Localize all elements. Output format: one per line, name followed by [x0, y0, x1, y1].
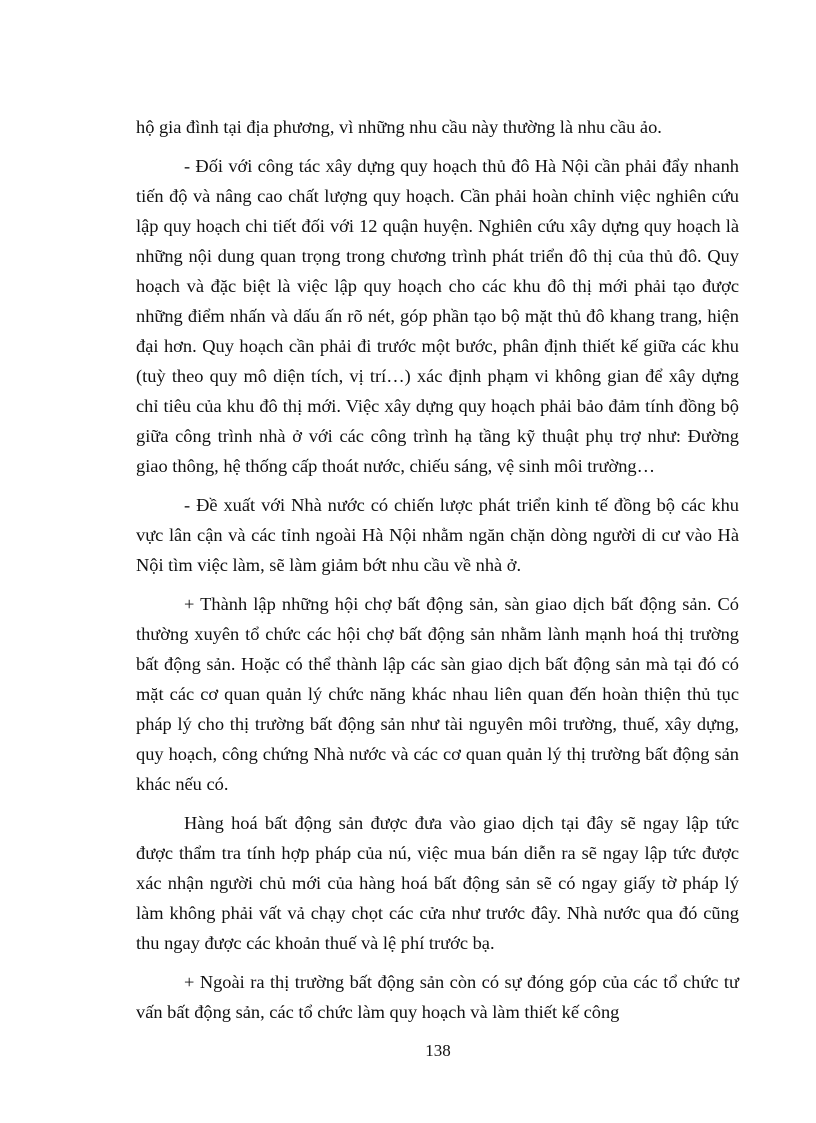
paragraph-hoi-cho-san-giao-dich: + Thành lập những hội chợ bất động sản, sàn giao dịch bất động sản. Có thường xuyên tổ chức các hội chợ bất động sản nhằm lành mạnh hoá thị trường bất động sản. Hoặc có thể thành lập các sàn giao dịch bất động sản mà tại đó có mặt các cơ quan quản lý chức năng khác nhau liên quan đến hoàn thiện thủ tục pháp lý cho thị trường bất động sản như tài nguyên môi trường, thuế, xây dựng, quy hoạch, công chứng Nhà nước và các cơ quan quản lý thị trường bất động sản khác nếu có. [136, 594, 739, 794]
paragraph-quy-hoach-thu-do: - Đối với công tác xây dựng quy hoạch thủ đô Hà Nội cần phải đẩy nhanh tiến độ và nâng cao chất lượng quy hoạch. Cần phải hoàn chỉnh việc nghiên cứu lập quy hoạch chi tiết đối với 12 quận huyện. Nghiên cứu xây dựng quy hoạch là những nội dung quan trọng trong chương trình phát triển đô thị của thủ đô. Quy hoạch và đặc biệt là việc lập quy hoạch cho các khu đô thị mới phải tạo được những điểm nhấn và dấu ấn rõ nét, góp phần tạo bộ mặt thủ đô khang trang, hiện đại hơn. Quy hoạch cần phải đi trước một bước, phân định thiết kế giữa các khu (tuỳ theo quy mô diện tích, vị trí…) xác định phạm vi không gian để xây dựng chỉ tiêu của khu đô thị mới. Việc xây dựng quy hoạch phải bảo đảm tính đồng bộ giữa công trình nhà ở với các công trình hạ tầng kỹ thuật phụ trợ như: Đường giao thông, hệ thống cấp thoát nước, chiếu sáng, vệ sinh môi trường… [136, 156, 739, 476]
paragraph-hang-hoa-bat-dong-san: Hàng hoá bất động sản được đưa vào giao dịch tại đây sẽ ngay lập tức được thẩm tra tính hợp pháp của nú, việc mua bán diễn ra sẽ ngay lập tức được xác nhận người chủ mới của hàng hoá bất động sản sẽ có ngay giấy tờ pháp lý làm không phải vất vả chạy chọt các cửa như trước đây. Nhà nước qua đó cũng thu ngay được các khoản thuế và lệ phí trước bạ. [136, 813, 739, 953]
paragraph-continuation: hộ gia đình tại địa phương, vì những nhu cầu này thường là nhu cầu ảo. [136, 117, 662, 137]
page-number: 138 [425, 1041, 451, 1060]
body-text [136, 112, 739, 1036]
paragraph-to-chuc-tu-van: + Ngoài ra thị trường bất động sản còn có sự đóng góp của các tổ chức tư vấn bất động sản, các tổ chức làm quy hoạch và làm thiết kế công [136, 972, 739, 1022]
paragraph-chien-luoc-kinh-te: - Đề xuất với Nhà nước có chiến lược phát triển kinh tế đồng bộ các khu vực lân cận và các tỉnh ngoài Hà Nội nhằm ngăn chặn dòng người di cư vào Hà Nội tìm việc làm, sẽ làm giảm bớt nhu cầu về nhà ở. [136, 495, 739, 575]
